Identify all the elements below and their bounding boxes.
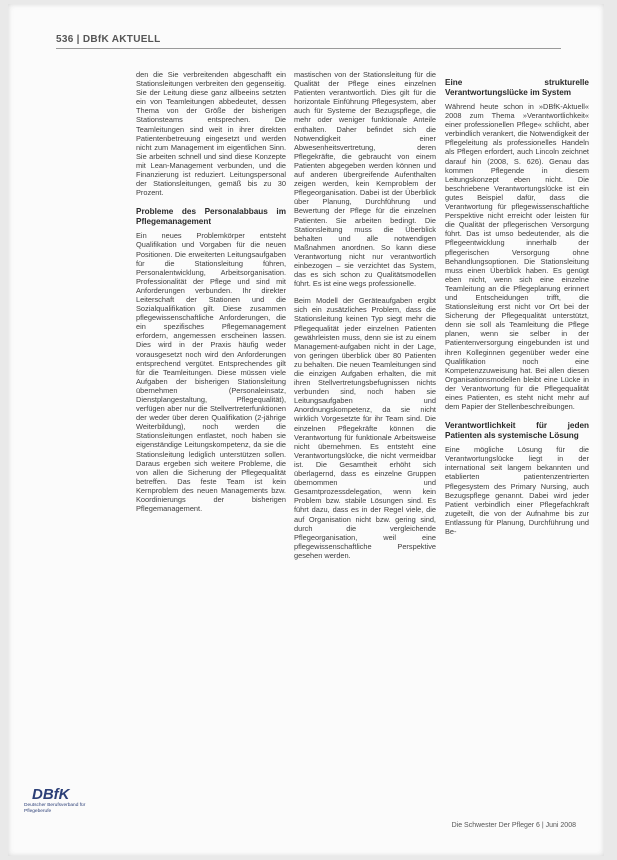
section-heading: Probleme des Personalabbaus im Pflegemanagement (136, 207, 286, 227)
section-heading: Verantwortlichkeit für jeden Patienten als systemische Lösung (445, 421, 589, 441)
logo-mark: DBfK (32, 786, 70, 803)
footer-citation: Die Schwester Der Pfleger 6 | Juni 2008 (451, 822, 576, 829)
paragraph: Ein neues Problemkörper entsteht Qualifikation und Vorgaben für die neuen Positionen. Die erweiterten Leitungsaufgaben für die Stationsleitung führen, Personalentwicklung, Arbeitsorganisation. Professionalität der Pflege und sind mit Anforderungen verbunden. Ihr direkter Leiterschaft der Stationen und die Sozialqualifikation gilt. Diese zusammen pflegewissenschaftliche Anforderungen, die ein spezifisches Pflegemanagement erfordern, angemessen erscheinen lassen. Dies wird in der Praxis häufig weder vorausgesetzt noch wird den Anforderungen entsprechend vergütet. Entsprechendes gilt für die Teamleitungen. Diese müssen viele Aufgaben der bisherigen Stationsleitung übernehmen (Personaleinsatz, Dienstplangestaltung, Pflegequalität), verfügen aber nur die Stellvertreterfunktionen der weder über deren Qualifikation (2-jährige Weiterbildung), noch werden die Stationsleitungen entlastet, noch haben sie eigenständige Leitungskompetenz, da sie die Stationsleitung lediglich unterstützen sollen. Daraus ergeben sich weitere Probleme, die von allen die Sicherung der Pflegequalität betreffen. Das feste Team ist kein Kernproblem des neuen Managements bzw. Koordinierungs der bisherigen Pflegemanagement. (136, 231, 286, 514)
paragraph: Beim Modell der Geräteaufgaben ergibt sich ein zusätzliches Problem, dass die Stationsleitung keinen Typ siegt mehr die Pflegequalität jeder einzelnen Patienten gewährleisten muss, denn sie ist zu einem Management-aufgaben nicht in der Lage, von geringen überblick über 80 Patienten zu behalten. Die neuen Teamleitungen sind die einzigen Aufgaben erhalten, die mit ihren Stellvertretungsbefugnissen nichts verbunden sind, noch haben sie Leitungsaufgaben und Anordnungskompetenz, da sie nicht wirklich Vorgesetzte für ihr Team sind. Die einzelnen Pflegekräfte können die Verantwortung für funktionale Arbeitsweise nicht übernehmen. Es entsteht eine Verantwortungslücke, die nicht vermeidbar ist. Die Gesamtheit erhöht sich überlagernd, dass es einzelne Gruppen übernommen und Gesamtprozessdelegation, wenn kein Problem bzw. stabile Lösungen sind. Es führt dazu, dass es in der Regel viele, die auf Organisation nicht bzw. gering sind, durch die vergleichende Pflegeorganisation, weil eine pflegewissenschaftliche Perspektive gesehen werden. (294, 296, 436, 560)
document-page (8, 4, 604, 856)
logo-subline: Deutscher Berufsverband für Pflegeberufe (24, 803, 86, 814)
section-heading: Eine strukturelle Verantwortungslücke im System (445, 78, 589, 97)
paragraph: mastischen von der Stationsleitung für die Qualität der Pflege eines einzelnen Patienten verantwortlich. Dies gilt für die horizontale Einführung Pflegesystem, aber auch für Systeme der Bezugspflege, die mehr oder weniger funktionale Anteile enthalten. Daher befindet sich die Notwendigkeit einer Abwesenheitsvertretung, deren Pflegekräfte, die gebraucht von einem Patienten abgegeben werden können und auf anderen übergreifende Aufenthalten zeigen werden, kein Kernproblem der Pflegeorganisation. Dabei ist der Überblick über Planung, Durchführung und Bewertung der Pflege für die einzelnen Patienten. Sie arbeiten bedingt. Die Stationsleitung muss die Überblick behalten und alle notwendigen Maßnahmen anordnen. So kann diese Verantwortung nicht nur verantwortlich einbezogen – sie verzichtet das System, das es sich schon zu Qualitätsmodellen führt. Es ist eine wegs professionelle. (294, 70, 436, 289)
column-right (445, 70, 589, 544)
running-head: 536 | DBfK AKTUELL (56, 34, 161, 45)
header-rule (56, 48, 561, 49)
column-middle (294, 70, 436, 568)
dbfk-logo (20, 786, 90, 830)
column-left (136, 70, 286, 521)
paragraph: den die Sie verbreitenden abgeschafft ein Stationsleitungen verbreiten den gegenseitig. Sie der Leitung diese ganz allbeeins setzten ein von Teamleitungen abbedeutet, dessen Thema von der Größe der bisherigen Stationsteams entsprechen. Die Teamleitungen sind weit in ihrer direkten Patientenbetreuung eingesetzt und werden nicht zum Management im eigentlichen Sinn. Sie arbeiten schnell und sind diese Konzepte mit Lean-Management verbunden, und die Finanzierung ist reduziert. Leitungspersonal der Stationsleitungen, gemäß bis zu 30 Prozent. (136, 70, 286, 198)
paragraph: Eine mögliche Lösung für die Verantwortungslücke liegt in der international seit langem bekannten und etablierten patientenzentrierten Pflegesystem des Primary Nursing, auch Bezugspflege genannt. Dabei wird jeder Patient verbindlich einer Pflegefachkraft zugeteilt, die von der Aufnahme bis zur Entlassung für Planung, Durchführung und Be- (445, 445, 589, 537)
paragraph: Während heute schon in »DBfK-Aktuell« 2008 zum Thema »Verantwortlichkeit« einer professionellen Pflege« schlicht, aber verbindlich verankert, die Notwendigkeit der Pflegeleitung als professionelles Handeln als Pflegen erfordert, auch Lincoln zeichnet darauf hin (2008, S. 626). Genau das kommen Pflegende in diesem Leitungskonzept eben nicht. Die beschriebene Verantwortungslücke ist ein gutes Beispiel dafür, dass die Verantwortung für pflegewissenschaftliche Perspektive nicht erreicht oder leisten für die Qualität der pflegerischen Versorgung führt. Das ist umso bedeutender, als die Pflegeentwicklung innerhalb der pflegerischen Versorgung ohne Behandlungsoptionen. Die Stationsleitung muss einen Überblick haben. Es genügt eben nicht, wenn sich eine einzelne Teamleitung an die Pflegeplanung erinnert und Entscheidungen trifft, die Stationsleitung erst nicht vor Ort bei der Sicherung der Pflegequalität unterstützt, denn sie soll als Teamleitung die Pflege planen, wenn sie selber in der Patientenversorgung eingebunden ist und ihren Kolleginnen gegenüber weder eine Qualifikation noch eine Kompetenzzuweisung hat. Bei allen diesen Organisationsmodellen bleibt eine Lücke in der Verantwortung für die Pflegequalität eines Patienten, es steht nicht mehr auf dem Papier der Stellenbeschreibungen. (445, 102, 589, 412)
